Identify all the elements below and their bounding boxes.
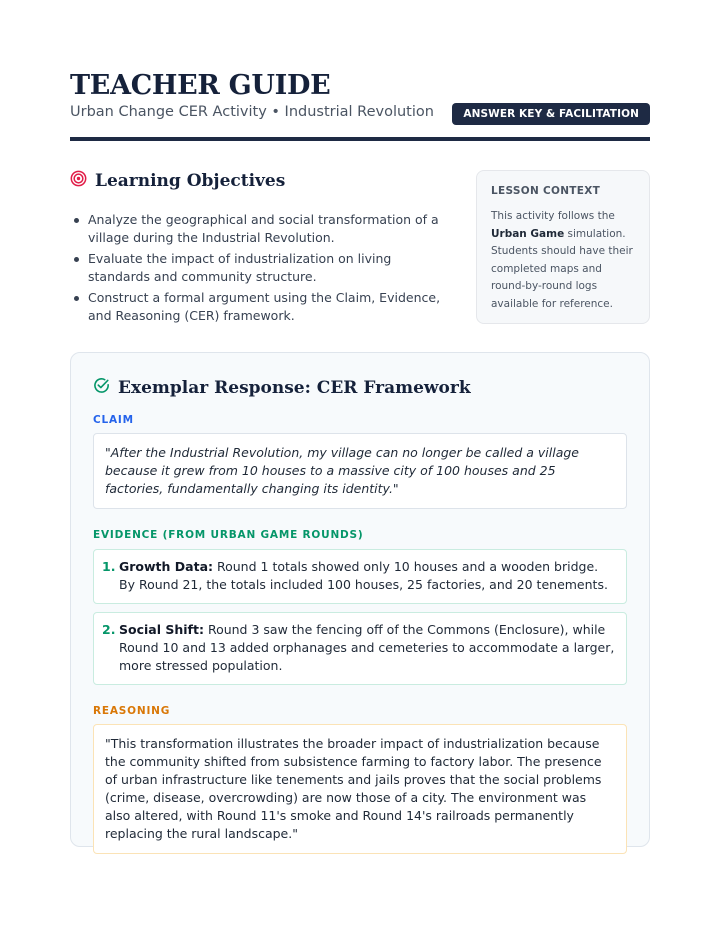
claim-label: CLAIM (93, 414, 134, 426)
objective-item: Construct a formal argument using the Claim, Evidence, and Reasoning (CER) framework. (70, 289, 455, 325)
evidence-item (93, 549, 627, 604)
objective-item: Evaluate the impact of industrialization on living standards and community structure. (70, 250, 455, 286)
urban-game-term: Urban Game (491, 227, 565, 240)
page-header (70, 70, 650, 120)
answer-key-badge: ANSWER KEY & FACILITATION (452, 103, 650, 125)
header-divider (70, 137, 650, 141)
evidence-title: Growth Data: (119, 559, 214, 574)
learning-objectives-section (70, 170, 455, 328)
reasoning-label: REASONING (93, 705, 171, 717)
evidence-item (93, 612, 627, 685)
evidence-label: EVIDENCE (FROM URBAN GAME ROUNDS) (93, 529, 364, 541)
page-title: TEACHER GUIDE (70, 70, 331, 101)
lesson-context-label: LESSON CONTEXT (491, 185, 601, 197)
exemplar-response-card (70, 352, 650, 847)
evidence-title: Social Shift: (119, 622, 204, 637)
target-icon (70, 170, 87, 191)
exemplar-heading: Exemplar Response: CER Framework (118, 377, 471, 398)
lesson-context-box (476, 170, 650, 324)
objective-item: Analyze the geographical and social transformation of a village during the Industrial Revolution. (70, 211, 455, 247)
learning-objectives-heading: Learning Objectives (95, 170, 286, 191)
reasoning-box: "This transformation illustrates the broader impact of industrialization because the community shifted from subsistence farming to factory labor. The presence of urban infrastructure like tenements and jails proves that the social problems (crime, disease, overcrowding) are now those of a city. The environment was also altered, with Round 11's smoke and Round 14's railroads permanently replacing the rural landscape." (93, 724, 627, 854)
check-circle-icon (93, 377, 110, 398)
evidence-number: 1. (102, 559, 116, 574)
objectives-list (70, 211, 455, 325)
exemplar-header (93, 377, 627, 398)
learning-objectives-header (70, 170, 455, 191)
lesson-context-text: This activity follows the Urban Game simulation. Students should have their completed maps and round-by-round logs available for reference. (491, 210, 633, 310)
evidence-number: 2. (102, 622, 116, 637)
page-subtitle: Urban Change CER Activity • Industrial Revolution (70, 104, 434, 120)
evidence-text: Round 3 saw the fencing off of the Commons (Enclosure), while Round 10 and 13 added orphanages and cemeteries to accommodate a larger, more stressed population. (119, 622, 615, 673)
evidence-text: Round 1 totals showed only 10 houses and a wooden bridge. By Round 21, the totals included 100 houses, 25 factories, and 20 tenements. (119, 559, 608, 592)
claim-box: "After the Industrial Revolution, my village can no longer be called a village because it grew from 10 houses to a massive city of 100 houses and 25 factories, fundamentally changing its identity." (93, 433, 627, 509)
